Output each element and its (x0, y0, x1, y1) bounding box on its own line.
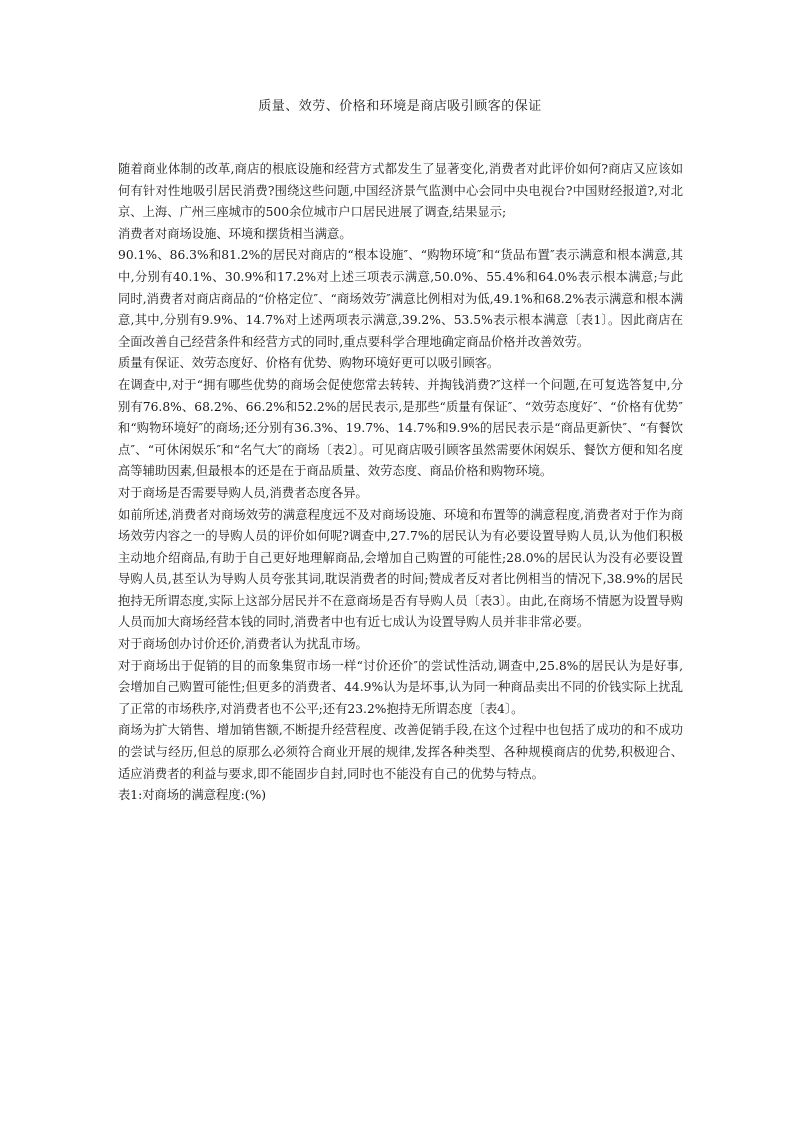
paragraph-heading-facilities: 消费者对商场设施、环境和摆货相当满意。 (118, 226, 352, 241)
paragraph-bargaining-stats: 对于商场出于促销的目的而象集贸市场一样“讨价还价″的尝试性活动,调查中,25.8%的居民认为是好事,会增加自己购置可能性;但更多的消费者、44.9%认为是坏事,认为同一种商品卖出不同的价钱实际上扰乱了正常的市场秩序,对消费者也不公平;还有23.2%抱持无所谓态度〔表4〕。 (118, 658, 683, 716)
paragraph-heading-bargaining: 对于商场创办讨价还价,消费者认为扰乱市场。 (118, 637, 368, 652)
paragraph-guides-stats: 如前所述,消费者对商场效劳的满意程度远不及对商场设施、环境和布置等的满意程度,消费者对于作为商场效劳内容之一的导购人员的评价如何呢?调查中,27.7%的居民认为有必要设置导购人员,认为他们积极主动地介绍商品,有助于自己更好地理解商品,会增加自己购置的可能性;28.0%的居民认为没有必要设置导购人员,甚至认为导购人员夸张其词,耽误消费者的时间;赞成者反对者比例相当的情况下,38.9%的居民抱持无所谓态度,实际上这部分居民并不在意商场是否有导购人员〔表3〕。由此,在商场不情愿为设置导购人员而加大商场经营本钱的同时,消费者中也有近七成认为设置导购人员并非非常必要。 (118, 507, 683, 630)
document-title: 质量、效劳、价格和环境是商店吸引顾客的保证 (258, 99, 542, 114)
paragraph-satisfaction-stats: 90.1%、86.3%和81.2%的居民对商店的“根本设施″、“购物环境″和“货品布置″表示满意和根本满意,其中,分别有40.1%、30.9%和17.2%对上述三项表示满意,50.0%、55.4%和64.0%表示根本满意;与此同时,消费者对商店商品的“价格定位″、“商场效劳″满意比例相对为低,49.1%和68.2%表示满意和根本满意,其中,分别有9.9%、14.7%对上述两项表示满意,39.2%、53.5%表示根本满意〔表1〕。因此商店在全面改善自己经营条件和经营方式的同时,重点要科学合理地确定商品价格并改善效劳。 (118, 248, 683, 349)
paragraph-conclusion: 商场为扩大销售、增加销售额,不断提升经营程度、改善促销手段,在这个过程中也包括了成功的和不成功的尝试与经历,但总的原那么必须符合商业开展的规律,发挥各种类型、各种规模商店的优势,积极迎合、适应消费者的利益与要求,即不能固步自封,同时也不能没有自己的优势与特点。 (118, 723, 683, 781)
paragraph-heading-guides: 对于商场是否需要导购人员,消费者态度各异。 (118, 485, 368, 500)
document-body (118, 159, 683, 807)
paragraph-intro: 随着商业体制的改革,商店的根底设施和经营方式都发生了显著变化,消费者对此评价如何?商店又应该如何有针对性地吸引居民消费?围绕这些问题,中国经济景气监测中心会同中央电视台?中国财经报道?,对北京、上海、广州三座城市的500余位城市户口居民进展了调查,结果显示; (118, 162, 683, 220)
paragraph-advantages-stats: 在调查中,对于“拥有哪些优势的商场会促使您常去转转、并掏钱消费?″这样一个问题,在可复选答复中,分别有76.8%、68.2%、66.2%和52.2%的居民表示,是那些“质量有保证″、“效劳态度好″、“价格有优势″和“购物环境好″的商场;还分别有36.3%、19.7%、14.7%和9.9%的居民表示是“商品更新快″、“有餐饮点″、“可休闲娱乐″和“名气大″的商场〔表2〕。可见商店吸引顾客虽然需要休闲娱乐、餐饮方便和知名度高等辅助因素,但最根本的还是在于商品质量、效劳态度、商品价格和购物环境。 (118, 377, 683, 479)
paragraph-heading-quality: 质量有保证、效劳态度好、价格有优势、购物环境好更可以吸引顾客。 (118, 356, 500, 371)
table-caption: 表1:对商场的满意程度:(%) (118, 788, 267, 803)
